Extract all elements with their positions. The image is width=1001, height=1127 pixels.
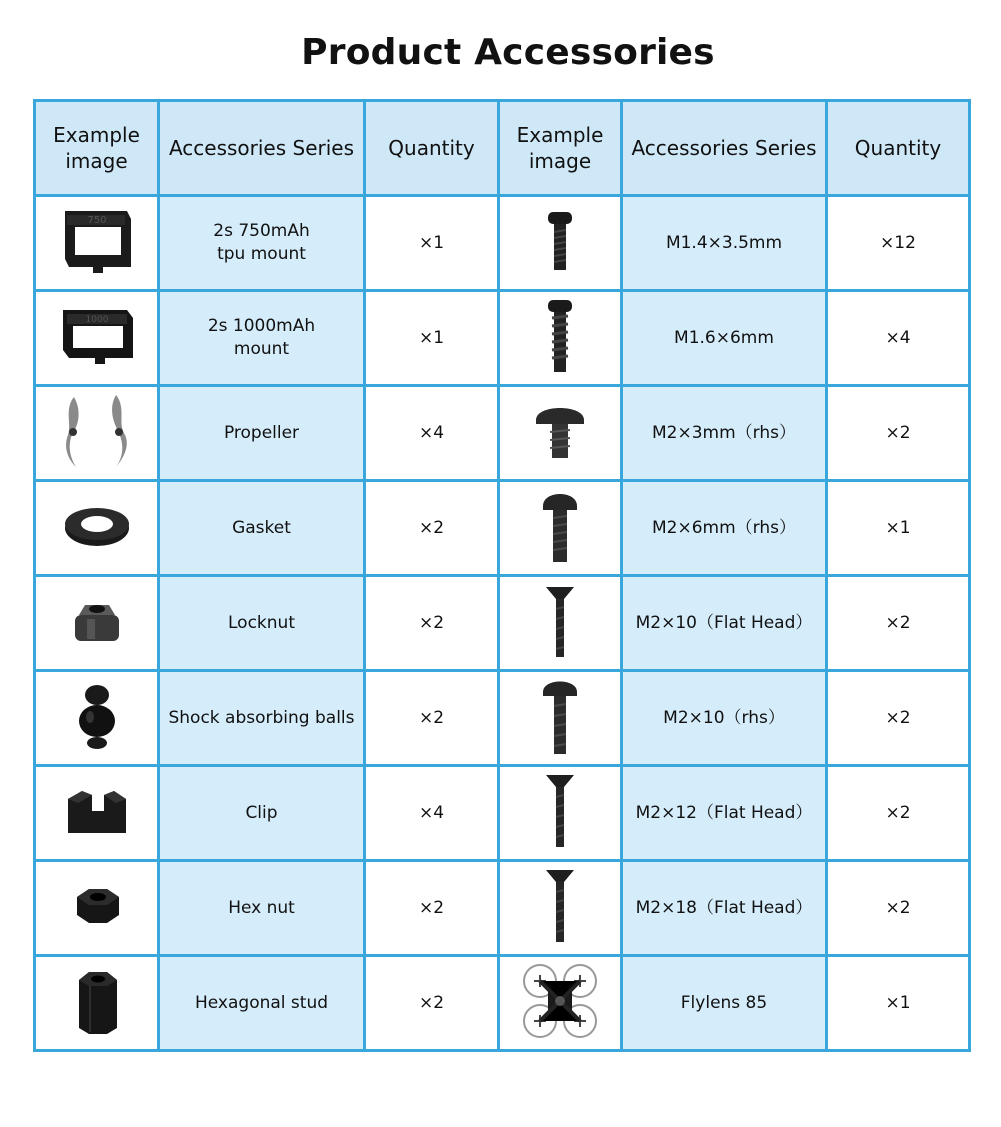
accessory-quantity-text: ×2: [885, 898, 911, 918]
table-row: [35, 671, 970, 766]
accessory-quantity: [365, 956, 499, 1051]
accessory-quantity-text: ×12: [880, 233, 916, 253]
round-head-screw-6mm-icon: [535, 486, 585, 566]
accessory-quantity: [365, 291, 499, 386]
accessory-name: [622, 766, 827, 861]
clip-icon: [62, 781, 132, 841]
round-head-screw-10mm-icon: [535, 676, 585, 756]
table-row: [35, 576, 970, 671]
table-row: [35, 861, 970, 956]
example-image-cell: [35, 386, 159, 481]
accessory-name-text: M2×3mm（rhs）: [652, 422, 796, 443]
locknut-icon: [67, 591, 127, 651]
drone-icon: [520, 961, 600, 1041]
accessory-quantity-text: ×2: [885, 803, 911, 823]
flat-head-screw-12mm-icon: [540, 771, 580, 851]
accessory-quantity-text: ×4: [418, 803, 445, 823]
accessory-name-text: Gasket: [232, 517, 291, 538]
header-row: [35, 101, 970, 196]
accessory-name: [622, 576, 827, 671]
accessory-quantity-text: ×2: [418, 518, 445, 538]
accessory-name-text: M2×10（rhs）: [663, 707, 785, 728]
accessory-name: [159, 576, 365, 671]
accessory-quantity: [827, 766, 970, 861]
accessory-name: [159, 481, 365, 576]
accessory-quantity-text: ×1: [885, 993, 911, 1013]
accessory-quantity-text: ×1: [418, 328, 445, 348]
table-row: [35, 386, 970, 481]
accessory-name-text: Propeller: [223, 422, 300, 443]
example-image-cell: [499, 196, 622, 291]
accessory-quantity: [827, 481, 970, 576]
propeller-icon: [52, 391, 142, 471]
example-image-cell: [499, 291, 622, 386]
accessory-name: [159, 291, 365, 386]
accessory-quantity-text: ×2: [418, 613, 445, 633]
accessory-name: [159, 196, 365, 291]
accessory-name: [622, 861, 827, 956]
example-image-cell: [499, 576, 622, 671]
flat-head-screw-icon: [540, 581, 580, 661]
accessory-quantity: [365, 386, 499, 481]
accessory-name-text: M1.4×3.5mm: [665, 232, 783, 253]
flat-head-screw-18mm-icon: [540, 866, 580, 946]
example-image-cell: [35, 481, 159, 576]
accessory-quantity: [827, 956, 970, 1051]
accessory-quantity: [365, 671, 499, 766]
example-image-cell: [35, 671, 159, 766]
shock-ball-icon: [72, 681, 122, 751]
accessory-quantity: [827, 196, 970, 291]
example-image-cell: [499, 766, 622, 861]
example-image-cell: [499, 481, 622, 576]
battery-mount-750-icon: [57, 201, 137, 281]
accessory-quantity-text: ×2: [418, 708, 445, 728]
accessory-quantity-text: ×4: [418, 423, 445, 443]
header-quantity-left: Quantity: [365, 101, 499, 196]
table-row: [35, 956, 970, 1051]
accessory-name-text: Flylens 85: [680, 992, 768, 1013]
accessory-quantity: [827, 671, 970, 766]
svg-text:750: 750: [86, 214, 107, 226]
accessory-quantity-text: ×2: [885, 708, 911, 728]
accessory-name: [159, 861, 365, 956]
hex-nut-icon: [67, 881, 127, 931]
example-image-cell: [35, 196, 159, 291]
accessory-quantity: [365, 481, 499, 576]
accessory-name: [159, 671, 365, 766]
accessory-quantity: [365, 576, 499, 671]
accessory-name: [622, 671, 827, 766]
accessory-quantity: [365, 196, 499, 291]
gasket-icon: [57, 496, 137, 556]
accessory-name-text: 2s 750mAh tpu mount: [213, 221, 310, 264]
accessory-name: [159, 956, 365, 1051]
accessory-name-text: M2×18（Flat Head）: [635, 897, 813, 918]
example-image-cell: [35, 291, 159, 386]
accessory-quantity-text: ×2: [418, 993, 445, 1013]
accessory-quantity: [827, 576, 970, 671]
accessory-quantity: [365, 861, 499, 956]
accessory-name: [622, 291, 827, 386]
accessory-quantity: [827, 291, 970, 386]
accessory-name-text: Shock absorbing balls: [168, 707, 355, 728]
short-screw-icon: [540, 206, 580, 276]
accessory-name-text: 2s 1000mAh mount: [207, 316, 316, 359]
accessories-table: [33, 99, 971, 1052]
accessory-name-text: M2×12（Flat Head）: [635, 802, 813, 823]
table-row: [35, 766, 970, 861]
accessory-quantity-text: ×2: [885, 423, 911, 443]
svg-text:1000: 1000: [85, 314, 108, 325]
example-image-cell: [35, 956, 159, 1051]
header-accessories-series-right: Accessories Series: [622, 101, 827, 196]
example-image-cell: [35, 766, 159, 861]
accessory-quantity-text: ×2: [885, 613, 911, 633]
table-row: [35, 481, 970, 576]
table-row: [35, 196, 970, 291]
accessory-name-text: M2×6mm（rhs）: [652, 517, 796, 538]
accessory-name: [622, 196, 827, 291]
accessory-quantity: [827, 386, 970, 481]
accessory-name: [622, 386, 827, 481]
accessory-name: [159, 766, 365, 861]
accessory-name-text: Hexagonal stud: [194, 992, 329, 1013]
example-image-cell: [499, 386, 622, 481]
accessory-quantity-text: ×2: [418, 898, 445, 918]
accessory-quantity-text: ×4: [885, 328, 911, 348]
header-example-image-left: Example image: [35, 101, 159, 196]
accessory-quantity: [827, 861, 970, 956]
long-screw-icon: [540, 296, 580, 376]
example-image-cell: [35, 861, 159, 956]
table-row: [35, 291, 970, 386]
header-example-image-right: Example image: [499, 101, 622, 196]
hexagonal-stud-icon: [67, 966, 127, 1036]
accessory-name: [622, 481, 827, 576]
accessory-name-text: M2×10（Flat Head）: [635, 612, 813, 633]
accessory-name-text: Hex nut: [228, 897, 295, 918]
accessory-quantity: [365, 766, 499, 861]
header-quantity-right: Quantity: [827, 101, 970, 196]
page-title: Product Accessories: [301, 32, 715, 73]
accessory-name-text: Clip: [245, 802, 278, 823]
accessory-quantity-text: ×1: [885, 518, 911, 538]
example-image-cell: [499, 671, 622, 766]
example-image-cell: [499, 956, 622, 1051]
example-image-cell: [35, 576, 159, 671]
round-head-screw-icon: [530, 396, 590, 466]
battery-mount-1000-icon: [57, 296, 137, 376]
example-image-cell: [499, 861, 622, 956]
accessory-name: [622, 956, 827, 1051]
accessory-name-text: M1.6×6mm: [674, 327, 774, 348]
header-accessories-series-left: Accessories Series: [159, 101, 365, 196]
accessory-name: [159, 386, 365, 481]
accessory-name-text: Locknut: [228, 612, 295, 633]
accessory-quantity-text: ×1: [418, 233, 445, 253]
